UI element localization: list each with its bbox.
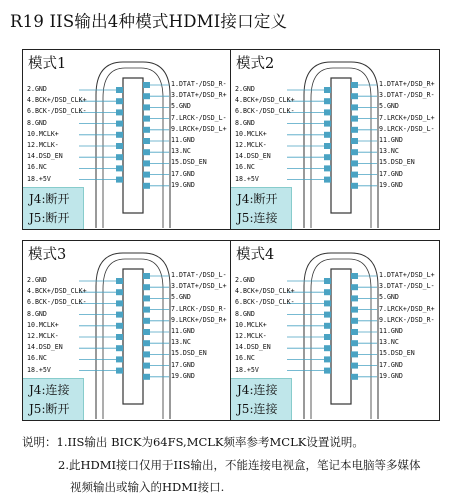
left-pin-label: 14.DSD_EN — [27, 343, 63, 352]
left-pin-pad — [116, 132, 123, 138]
right-pin-pad — [143, 374, 150, 380]
right-pin-label: 5.GND — [379, 293, 399, 302]
jumper-setting-box — [231, 378, 292, 420]
left-pin-label: 8.GND — [27, 118, 47, 127]
hdmi-panel-1 — [22, 49, 232, 230]
left-pin-pad — [116, 278, 123, 284]
right-pin-label: 15.DSD_EN — [379, 158, 415, 167]
right-pin-pad — [143, 329, 150, 335]
left-pin-pad — [324, 132, 331, 138]
left-pin-pad — [116, 300, 123, 306]
left-pin-label: 18.+5V — [235, 174, 259, 183]
right-pin-pad — [351, 149, 358, 155]
left-pin-pad — [324, 165, 331, 171]
right-pin-pad — [143, 116, 150, 122]
jumper-j5-state: J5:断开 — [29, 402, 70, 416]
right-pin-label: 3.DTAT+/DSD_R+ — [171, 91, 227, 100]
right-pin-label: 3.DTAT+/DSD_L+ — [171, 282, 227, 291]
right-pin-label: 9.LRCK+/DSD_L+ — [171, 124, 227, 133]
left-pin-pad — [116, 98, 123, 104]
left-pin-pad — [324, 356, 331, 362]
right-pin-pad — [351, 104, 358, 110]
right-pin-pad — [143, 340, 150, 346]
right-pin-label: 7.LRCK-/DSD_R- — [171, 304, 227, 313]
right-pin-label: 11.GND — [171, 327, 195, 335]
right-pin-pad — [351, 374, 358, 380]
right-pin-label: 9.LRCK-/DSD_L- — [379, 124, 435, 133]
left-pin-pad — [116, 177, 123, 183]
right-pin-pad — [143, 104, 150, 110]
right-pin-pad — [351, 340, 358, 346]
right-pin-label: 19.GND — [171, 180, 195, 189]
left-pin-pad — [116, 312, 123, 318]
right-pin-pad — [351, 160, 358, 166]
jumper-j4-state: J4:断开 — [29, 192, 70, 206]
jumper-j4-state: J4:连接 — [29, 383, 70, 397]
left-pin-label: 6.BCK-/DSD_CLK- — [27, 298, 87, 307]
left-pin-label: 10.MCLK+ — [235, 129, 267, 138]
left-pin-label: 2.GND — [27, 85, 47, 93]
right-pin-label: 9.LRCK-/DSD_R- — [379, 315, 435, 324]
right-pin-label: 9.LRCK+/DSD_R+ — [171, 315, 227, 324]
right-pin-label: 1.DTAT+/DSD_L+ — [379, 271, 435, 279]
right-pin-pad — [143, 295, 150, 301]
right-pin-pad — [143, 351, 150, 357]
right-pin-label: 11.GND — [379, 327, 403, 335]
right-pin-pad — [143, 93, 150, 99]
right-pin-label: 19.GND — [171, 371, 195, 380]
left-pin-label: 18.+5V — [235, 365, 259, 374]
jumper-j4-state: J4:连接 — [237, 383, 278, 397]
mode-label: 模式3 — [28, 247, 67, 263]
left-pin-label: 6.BCK-/DSD_CLK- — [235, 107, 295, 116]
right-pin-label: 17.GND — [379, 360, 403, 369]
left-pin-label: 14.DSD_EN — [27, 152, 63, 161]
jumper-j5-state: J5:断开 — [29, 211, 70, 225]
jumper-j5-state: J5:连接 — [237, 402, 278, 416]
right-pin-pad — [351, 329, 358, 335]
right-pin-label: 3.DTAT-/DSD_R- — [379, 91, 435, 100]
left-pin-pad — [324, 323, 331, 329]
left-pin-pad — [324, 143, 331, 149]
left-pin-label: 14.DSD_EN — [235, 152, 271, 161]
left-pin-pad — [116, 121, 123, 127]
right-pin-pad — [143, 307, 150, 313]
left-pin-pad — [324, 98, 331, 104]
right-pin-label: 13.NC — [379, 338, 399, 347]
hdmi-panel-4 — [230, 240, 440, 421]
note-line-2: 2.此HDMI接口仅用于IIS输出，不能连接电视盒，笔记本电脑等多媒体 — [58, 458, 421, 472]
right-pin-pad — [351, 351, 358, 357]
right-pin-pad — [351, 172, 358, 178]
right-pin-pad — [351, 116, 358, 122]
right-pin-label: 19.GND — [379, 371, 403, 380]
mode-label: 模式4 — [236, 247, 275, 263]
right-pin-label: 17.GND — [171, 360, 195, 369]
right-pin-label: 7.LRCK+/DSD_R+ — [379, 304, 435, 313]
right-pin-label: 17.GND — [379, 169, 403, 178]
left-pin-label: 16.NC — [27, 354, 47, 363]
right-pin-pad — [143, 82, 150, 88]
right-pin-pad — [143, 127, 150, 133]
right-pin-label: 11.GND — [379, 136, 403, 144]
left-pin-label: 10.MCLK+ — [27, 320, 59, 329]
page-title: R19 IIS输出4种模式HDMI接口定义 — [10, 12, 288, 31]
left-pin-label: 12.MCLK- — [27, 332, 59, 340]
connector-slot — [123, 78, 143, 213]
left-pin-label: 16.NC — [235, 163, 255, 172]
jumper-j4-state: J4:断开 — [237, 192, 278, 206]
left-pin-label: 4.BCK+/DSD_CLK+ — [27, 287, 87, 296]
left-pin-label: 8.GND — [235, 118, 255, 127]
right-pin-label: 13.NC — [171, 147, 191, 156]
left-pin-pad — [324, 121, 331, 127]
left-pin-pad — [116, 368, 123, 374]
right-pin-label: 15.DSD_EN — [171, 158, 207, 167]
left-pin-label: 2.GND — [235, 85, 255, 93]
right-pin-label: 5.GND — [171, 102, 191, 111]
right-pin-pad — [351, 284, 358, 290]
hdmi-panel-2 — [230, 49, 440, 230]
left-pin-label: 2.GND — [235, 276, 255, 284]
right-pin-label: 7.LRCK+/DSD_L+ — [379, 113, 435, 122]
left-pin-pad — [116, 154, 123, 160]
right-pin-label: 1.DTAT+/DSD_R+ — [379, 80, 435, 88]
left-pin-label: 16.NC — [27, 163, 47, 172]
left-pin-pad — [324, 312, 331, 318]
left-pin-label: 10.MCLK+ — [235, 320, 267, 329]
left-pin-pad — [116, 109, 123, 115]
right-pin-pad — [351, 138, 358, 144]
left-pin-label: 8.GND — [27, 309, 47, 318]
jumper-setting-box — [231, 187, 292, 229]
jumper-j5-state: J5:连接 — [237, 211, 278, 225]
right-pin-pad — [143, 284, 150, 290]
left-pin-label: 12.MCLK- — [235, 332, 267, 340]
right-pin-pad — [351, 295, 358, 301]
left-pin-label: 18.+5V — [27, 365, 51, 374]
right-pin-label: 1.DTAT-/DSD_L- — [171, 271, 227, 279]
left-pin-pad — [116, 334, 123, 340]
left-pin-pad — [116, 289, 123, 295]
left-pin-pad — [324, 154, 331, 160]
right-pin-pad — [143, 172, 150, 178]
right-pin-pad — [351, 127, 358, 133]
right-pin-label: 15.DSD_EN — [379, 349, 415, 358]
left-pin-label: 12.MCLK- — [27, 141, 59, 149]
right-pin-label: 1.DTAT-/DSD_R- — [171, 80, 227, 88]
left-pin-label: 14.DSD_EN — [235, 343, 271, 352]
right-pin-pad — [143, 273, 150, 279]
left-pin-label: 6.BCK-/DSD_CLK- — [235, 298, 295, 307]
right-pin-label: 11.GND — [171, 136, 195, 144]
left-pin-label: 8.GND — [235, 309, 255, 318]
left-pin-label: 12.MCLK- — [235, 141, 267, 149]
left-pin-pad — [116, 323, 123, 329]
right-pin-pad — [143, 149, 150, 155]
right-pin-label: 7.LRCK-/DSD_L- — [171, 113, 227, 122]
connector-slot — [331, 78, 351, 213]
left-pin-pad — [324, 334, 331, 340]
left-pin-pad — [324, 278, 331, 284]
left-pin-label: 4.BCK+/DSD_CLK+ — [27, 96, 87, 105]
right-pin-pad — [351, 183, 358, 189]
left-pin-label: 6.BCK-/DSD_CLK- — [27, 107, 87, 116]
left-pin-pad — [324, 368, 331, 374]
right-pin-pad — [143, 183, 150, 189]
left-pin-label: 4.BCK+/DSD_CLK+ — [235, 96, 295, 105]
left-pin-pad — [116, 345, 123, 351]
right-pin-pad — [143, 363, 150, 369]
left-pin-label: 18.+5V — [27, 174, 51, 183]
connector-slot — [123, 269, 143, 404]
note-line-3: 视频输出或输入的HDMI接口. — [70, 480, 225, 494]
hdmi-panel-3 — [22, 240, 232, 421]
left-pin-label: 10.MCLK+ — [27, 129, 59, 138]
jumper-setting-box — [23, 187, 84, 229]
right-pin-label: 19.GND — [379, 180, 403, 189]
right-pin-pad — [143, 160, 150, 166]
left-pin-pad — [116, 87, 123, 93]
right-pin-pad — [143, 318, 150, 324]
right-pin-label: 17.GND — [171, 169, 195, 178]
left-pin-pad — [116, 143, 123, 149]
left-pin-pad — [324, 109, 331, 115]
right-pin-label: 5.GND — [171, 293, 191, 302]
mode-label: 模式2 — [236, 56, 275, 72]
left-pin-pad — [324, 289, 331, 295]
left-pin-pad — [324, 87, 331, 93]
left-pin-label: 16.NC — [235, 354, 255, 363]
right-pin-label: 15.DSD_EN — [171, 349, 207, 358]
left-pin-pad — [116, 356, 123, 362]
mode-label: 模式1 — [28, 56, 67, 72]
right-pin-label: 13.NC — [379, 147, 399, 156]
right-pin-label: 5.GND — [379, 102, 399, 111]
right-pin-label: 3.DTAT-/DSD_L- — [379, 282, 435, 291]
left-pin-label: 4.BCK+/DSD_CLK+ — [235, 287, 295, 296]
right-pin-label: 13.NC — [171, 338, 191, 347]
left-pin-label: 2.GND — [27, 276, 47, 284]
note-line-1: 说明：1.IIS输出 BICK为64FS,MCLK频率参考MCLK设置说明。 — [22, 435, 364, 449]
right-pin-pad — [351, 82, 358, 88]
left-pin-pad — [324, 300, 331, 306]
right-pin-pad — [143, 138, 150, 144]
jumper-setting-box — [23, 378, 84, 420]
left-pin-pad — [324, 177, 331, 183]
right-pin-pad — [351, 273, 358, 279]
right-pin-pad — [351, 307, 358, 313]
right-pin-pad — [351, 318, 358, 324]
left-pin-pad — [324, 345, 331, 351]
left-pin-pad — [116, 165, 123, 171]
right-pin-pad — [351, 93, 358, 99]
right-pin-pad — [351, 363, 358, 369]
connector-slot — [331, 269, 351, 404]
